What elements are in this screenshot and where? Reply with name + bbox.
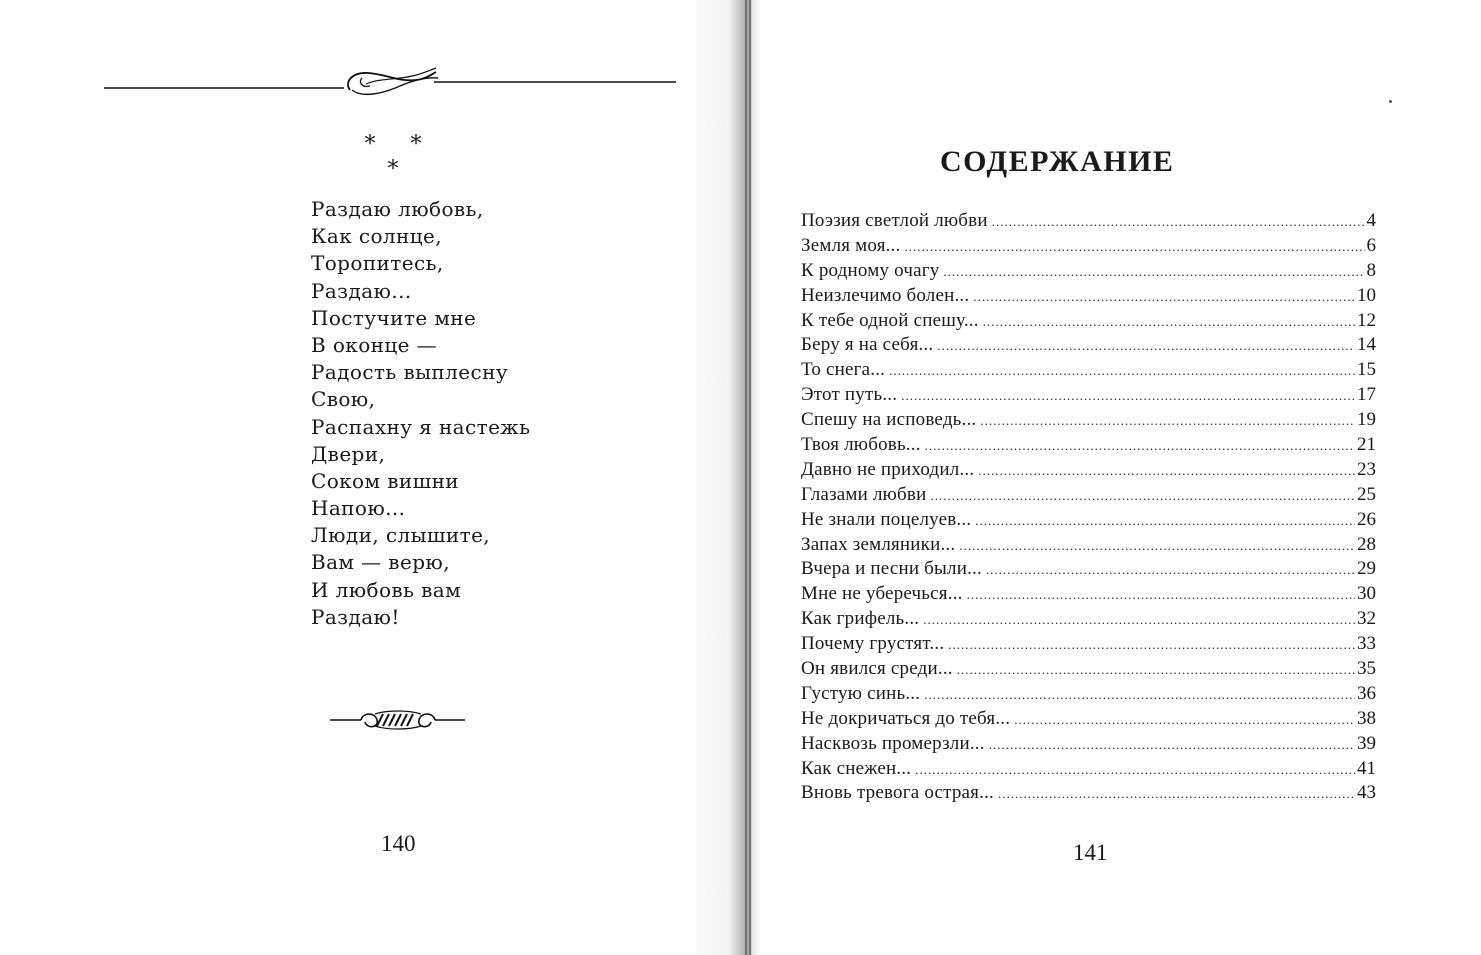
poem-line: Торопитесь, [311,251,444,276]
poem-line: Свою, [311,387,376,412]
toc-entry-title: Давно не приходил... [801,458,975,480]
toc-leader-dots [980,409,1355,434]
poem-line: Раздаю любовь, [311,197,484,221]
toc-entry-title: Твоя любовь... [801,434,921,456]
toc-heading: СОДЕРЖАНИЕ [940,145,1175,178]
toc-leader-dots [986,558,1355,583]
toc-leader-dots [923,608,1355,633]
book-gutter [690,0,760,955]
gutter-fold-line [745,0,747,955]
toc-entry-title: Он явился среди... [801,658,953,680]
poem-text [311,196,671,631]
poem-line: Раздаю! [311,604,400,629]
toc-entry-title: Этот путь... [801,384,898,406]
toc-leader-dots [959,534,1355,559]
page-number-left: 140 [381,831,416,856]
toc-entry[interactable] [801,209,1376,234]
toc-entry[interactable] [801,781,1376,806]
toc-leader-dots [998,782,1355,807]
poem-line: Распахну я настежь [311,414,531,439]
toc-entry-page: 35 [1357,658,1376,680]
poem-line: Соком вишни [311,468,460,493]
toc-entry-page: 25 [1357,483,1376,505]
toc-leader-dots [925,434,1355,459]
toc-entry[interactable] [801,557,1376,582]
toc-leader-dots [989,733,1355,758]
toc-entry-page: 12 [1357,309,1376,331]
toc-entry[interactable] [801,508,1376,533]
toc-entry-title: Почему грустят... [801,633,945,655]
toc-entry-page: 32 [1357,608,1376,630]
poem-line: И любовь вам [311,577,462,602]
table-of-contents [801,209,1376,806]
toc-entry-title: Густую синь... [801,682,921,704]
toc-entry-page: 21 [1357,434,1376,456]
toc-entry-title: Вновь тревога острая... [801,782,994,804]
toc-entry[interactable] [801,309,1376,334]
toc-leader-dots [992,210,1365,235]
toc-entry-title: Как снежен... [801,757,912,779]
toc-entry[interactable] [801,433,1376,458]
toc-entry-page: 33 [1357,633,1376,655]
poem-line: Люди, слышите, [311,523,491,548]
toc-entry-page: 43 [1357,782,1376,804]
toc-entry-title: К родному очагу [801,259,940,281]
toc-entry-page: 39 [1357,732,1376,754]
toc-entry-page: 19 [1357,409,1376,431]
toc-entry[interactable] [801,657,1376,682]
toc-entry-page: 38 [1357,707,1376,729]
toc-entry-page: 8 [1366,259,1376,281]
toc-entry-page: 14 [1357,334,1376,356]
toc-leader-dots [978,459,1355,484]
poem-line: Вам — верю, [311,550,450,575]
toc-leader-dots [937,334,1355,359]
toc-leader-dots [957,658,1355,683]
poem-line: Напою... [311,496,406,521]
toc-entry[interactable] [801,632,1376,657]
toc-leader-dots [975,509,1355,534]
toc-entry-title: Поэзия светлой любви [801,210,988,231]
poem-line: Двери, [311,441,386,466]
poem-line: Как солнце, [311,224,442,249]
toc-entry[interactable] [801,383,1376,408]
toc-leader-dots [973,285,1355,310]
toc-entry[interactable] [801,408,1376,433]
toc-entry[interactable] [801,483,1376,508]
toc-entry[interactable] [801,234,1376,259]
toc-entry-page: 41 [1357,757,1376,779]
toc-entry-title: Неизлечимо болен... [801,284,970,306]
toc-entry-page: 36 [1357,682,1376,704]
toc-leader-dots [901,384,1355,409]
toc-leader-dots [915,758,1355,783]
toc-entry[interactable] [801,358,1376,383]
toc-entry-title: Глазами любви [801,483,927,505]
toc-entry[interactable] [801,284,1376,309]
toc-entry-page: 29 [1357,558,1376,580]
toc-entry[interactable] [801,458,1376,483]
toc-entry-page: 10 [1357,284,1376,306]
toc-entry-page: 15 [1357,359,1376,381]
toc-entry[interactable] [801,533,1376,558]
toc-entry[interactable] [801,607,1376,632]
poem-asterism: * * * [364,132,436,182]
toc-entry-title: Не докричаться до тебя... [801,707,1011,729]
toc-entry-page: 17 [1357,384,1376,406]
toc-leader-dots [948,633,1355,658]
toc-entry-title: Земля моя... [801,234,901,256]
toc-entry-page: 4 [1366,210,1376,231]
toc-entry-page: 28 [1357,533,1376,555]
page-number-right: 141 [1073,840,1108,865]
toc-entry-title: Как грифель... [801,608,920,630]
toc-leader-dots [905,235,1365,260]
toc-entry[interactable] [801,582,1376,607]
toc-entry-page: 23 [1357,458,1376,480]
toc-entry-title: То снега... [801,359,886,381]
toc-leader-dots [924,683,1355,708]
toc-entry[interactable] [801,732,1376,757]
toc-entry-title: Спешу на исповедь... [801,409,977,431]
toc-entry-title: Мне не уберечься... [801,583,963,605]
toc-entry-title: К тебе одной спешу... [801,309,979,331]
ornament-divider-top [100,60,680,110]
toc-leader-dots [967,583,1355,608]
toc-entry-title: Не знали поцелуев... [801,508,972,530]
poem-line: Раздаю... [311,278,412,303]
toc-entry-page: 26 [1357,508,1376,530]
toc-entry-title: Запах земляники... [801,533,956,555]
toc-entry-page: 6 [1366,234,1376,256]
poem-line: В оконце — [311,332,438,357]
toc-leader-dots [943,260,1364,285]
toc-entry-title: Беру я на себя... [801,334,934,356]
toc-entry-title: Вчера и песни были... [801,558,982,580]
toc-leader-dots [930,484,1355,509]
poem-line: Радость выплесну [311,360,508,385]
toc-entry[interactable] [801,682,1376,707]
toc-leader-dots [889,359,1355,384]
toc-entry[interactable] [801,707,1376,732]
ornament-divider-bottom [325,700,470,740]
toc-entry-title: Насквозь промерзли... [801,732,985,754]
toc-entry[interactable] [801,259,1376,284]
toc-leader-dots [983,310,1355,335]
poem-line: Постучите мне [311,305,477,330]
toc-entry-page: 30 [1357,583,1376,605]
toc-entry[interactable] [801,757,1376,782]
toc-entry[interactable] [801,333,1376,358]
print-speck [1389,100,1392,103]
toc-leader-dots [1014,708,1355,733]
